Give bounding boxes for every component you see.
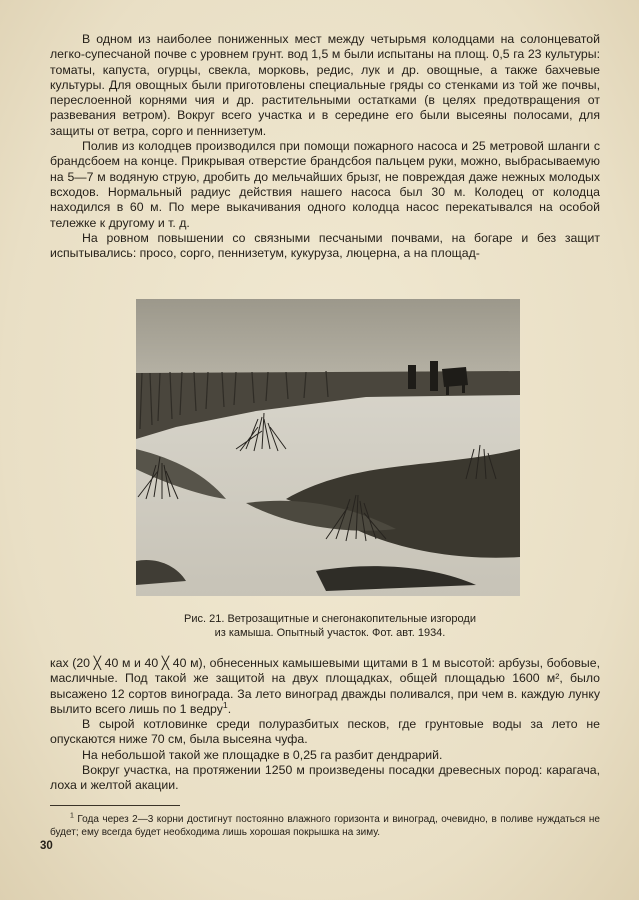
body-text-top bbox=[50, 32, 600, 261]
footnote-marker: 1 bbox=[70, 812, 74, 820]
page-number: 30 bbox=[40, 840, 53, 852]
footnote-divider bbox=[50, 805, 180, 806]
paragraph: ках (20 ╳ 40 м и 40 ╳ 40 м), обнесенных камышевыми щитами в 1 м высотой: арбузы, бобовые, масличные. Под такой же защитой на двух площадках, общей площадью 1600 м², было высажено 12 сортов винограда. За лето виноград дважды поливался, при чем в. каждую лунку вылито всего лишь по 1 ведру$^1$. bbox=[50, 656, 600, 716]
paragraph: На небольшой такой же площадке в 0,25 га разбит дендрарий. bbox=[82, 747, 443, 762]
caption-line: из камыша. Опытный участок. Фот. авт. 1934. bbox=[214, 627, 446, 639]
footnote-ref: 1 bbox=[222, 699, 228, 710]
paragraph: В сырой котловинке среди полуразбитых песков, где грунтовые воды за лето не опускаются ниже 70 см, была высеяна чуфа. bbox=[50, 717, 600, 747]
footnote bbox=[50, 813, 600, 839]
caption-line: Рис. 21. Ветрозащитные и снегонакопительные изгороди bbox=[184, 613, 476, 625]
footnote-text: Года через 2—3 корни достигнут постоянно влажного горизонта и виноград, очевидно, в поливе нуждаться не будет; ему всегда будет необходима лишь хорошая покрышка на зиму. bbox=[50, 814, 600, 838]
photo-reed-windbreaks bbox=[136, 299, 520, 596]
paragraph: Вокруг участка, на протяжении 1250 м произведены посадки древесных пород: карагача, лоха и желтой акации. bbox=[50, 763, 600, 793]
figure-caption bbox=[110, 612, 550, 640]
paragraph: Полив из колодцев производился при помощи пожарного насоса и 25 метровой шланги с брандсбоем на конце. Прикрывая отверстие брандсбоя пальцем руки, можно, выбрасываемую на 5—7 м водяную струю, дробить до мельчайших брызг, не повреждая даже нежных молодых всходов. Нормальный радиус действия нашего насоса был 30 м. Колодец от колодца находился в 60 м. По мере выкачивания одного колодца насос перекатывался на особой тележке к другому и т. д. bbox=[50, 139, 600, 230]
paragraph: В одном из наиболее пониженных мест между четырьмя колодцами на солонцеватой легко-супесчаной почве с уровнем грунт. вод 1,5 м были испытаны на площ. 0,5 га 23 культуры: томаты, капуста, огурцы, свекла, морковь, редис, лук и др. овощные, а также бахчевые культуры. Для овощных были приготовлены специальные гряды со стенками из той же почвы, переслоенной корнями чия и др. растительными остатками (в целях предотвращения от развевания ветром). Вокруг всего участка и в середине его были высеяны полосами, для защиты от ветра, сорго и пеннизетум. bbox=[50, 32, 600, 138]
body-text-bottom bbox=[50, 656, 600, 794]
paragraph: На ровном повышении со связными песчаными почвами, на богаре и без защит испытывались: просо, сорго, пеннизетум, кукуруза, люцерна, а на площад- bbox=[50, 230, 600, 261]
